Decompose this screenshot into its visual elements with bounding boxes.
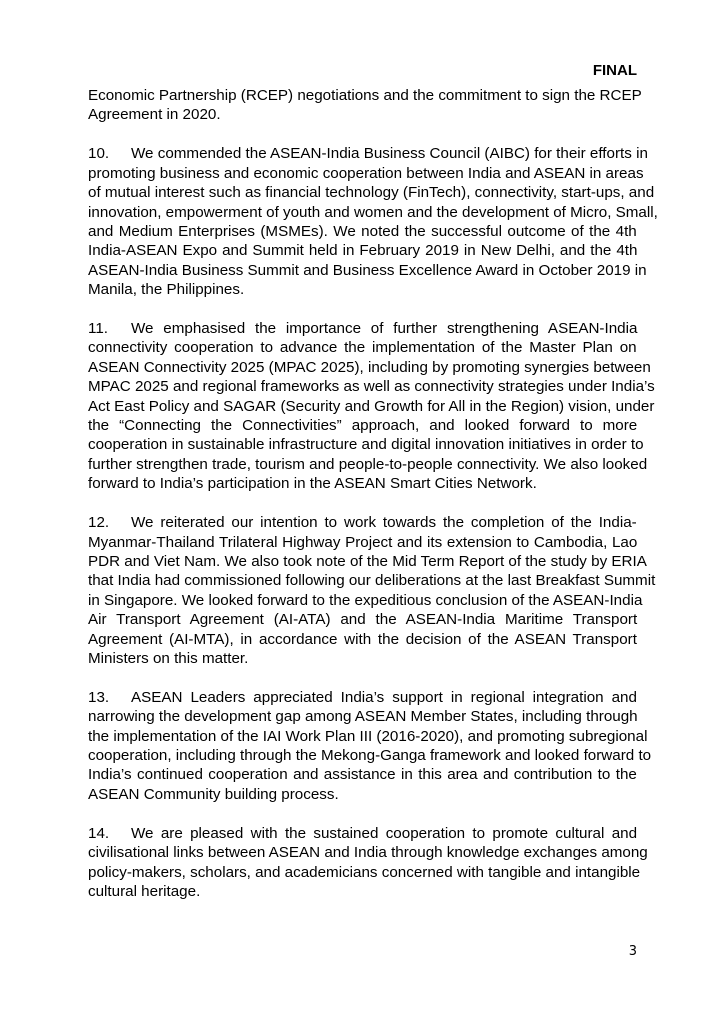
text-line (88, 241, 637, 260)
line-text: India’s continued cooperation and assistance in this area and contribution to the (88, 766, 637, 784)
line-text: and Medium Enterprises (MSMEs). We noted the successful outcome of the 4th (88, 222, 637, 240)
text-line (88, 785, 637, 804)
text-line (88, 319, 637, 338)
line-text: cooperation, including through the Mekong-Ganga framework and looked forward to (88, 747, 652, 765)
line-text: We are pleased with the sustained cooperation to promote cultural and (131, 824, 638, 842)
text-line (88, 261, 647, 280)
line-text: Act East Policy and SAGAR (Security and Growth for All in the Region) vision, under (88, 397, 655, 415)
line-text: ASEAN Connectivity 2025 (MPAC 2025), including by promoting synergies between (88, 358, 651, 376)
text-line (88, 591, 643, 610)
paragraph-14 (88, 824, 648, 902)
text-line (88, 571, 656, 590)
line-text: the “Connecting the Connectivities” approach, and looked forward to more (88, 417, 638, 435)
line-text: India-ASEAN Expo and Summit held in February 2019 in New Delhi, and the 4th (88, 242, 638, 260)
line-text: policy-makers, scholars, and academicians concerned with tangible and intangible (88, 863, 641, 881)
line-text: Ministers on this matter. (88, 649, 249, 667)
page-number: 3 (628, 944, 637, 959)
text-line (88, 533, 637, 552)
paragraph-continued (88, 86, 642, 125)
text-line (88, 164, 644, 183)
line-text: forward to India’s participation in the ASEAN Smart Cities Network. (88, 475, 537, 493)
line-text: that India had commissioned following our deliberations at the last Breakfast Summit (88, 572, 656, 590)
line-text: cooperation in sustainable infrastructure and digital innovation initiatives in order to (88, 436, 644, 454)
text-line (88, 280, 637, 299)
text-line (88, 377, 655, 396)
text-line (88, 416, 637, 435)
text-line (88, 338, 637, 357)
text-line (88, 843, 648, 862)
text-line (88, 513, 637, 532)
paragraph-13 (88, 688, 652, 804)
line-text: Agreement in 2020. (88, 106, 221, 124)
line-text: connectivity cooperation to advance the implementation of the Master Plan on (88, 339, 637, 357)
line-text: Economic Partnership (RCEP) negotiations and the commitment to sign the RCEP (88, 87, 642, 104)
line-text: ASEAN Community building process. (88, 785, 339, 803)
paragraph-number: 10. (88, 145, 110, 163)
text-line (88, 435, 644, 454)
text-line (88, 630, 637, 649)
paragraph-number: 12. (88, 514, 110, 532)
line-text: narrowing the development gap among ASEAN Member States, including through (88, 708, 638, 726)
paragraph-number: 13. (88, 688, 110, 706)
line-text: of mutual interest such as financial technology (FinTech), connectivity, start-ups, and (88, 184, 655, 202)
document-body (88, 86, 658, 921)
line-text: We reiterated our intention to work towards the completion of the India- (131, 514, 637, 532)
line-text: civilisational links between ASEAN and India through knowledge exchanges among (88, 844, 648, 862)
text-line (88, 86, 642, 105)
text-line (88, 863, 641, 882)
line-text: We commended the ASEAN-India Business Council (AIBC) for their efforts in (131, 145, 648, 163)
text-line (88, 358, 651, 377)
text-line (88, 707, 637, 726)
line-text: Air Transport Agreement (AI-ATA) and the ASEAN-India Maritime Transport (88, 611, 638, 629)
text-line (88, 474, 637, 493)
text-line (88, 144, 648, 163)
text-line (88, 105, 637, 124)
text-line (88, 746, 652, 765)
line-text: MPAC 2025 and regional frameworks as well as connectivity strategies under India’s (88, 378, 655, 396)
line-text: innovation, empowerment of youth and women and the development of Micro, Small, (88, 203, 658, 221)
text-line (88, 183, 655, 202)
line-text: Manila, the Philippines. (88, 281, 245, 299)
line-text: cultural heritage. (88, 883, 201, 901)
paragraph-12 (88, 513, 656, 668)
text-line (88, 688, 637, 707)
text-line (88, 727, 648, 746)
line-text: ASEAN-India Business Summit and Business Excellence Award in October 2019 in (88, 261, 647, 279)
text-line (88, 222, 637, 241)
line-text: in Singapore. We looked forward to the expeditious conclusion of the ASEAN-India (88, 591, 643, 609)
line-text: ASEAN Leaders appreciated India’s support in regional integration and (131, 688, 637, 706)
text-line (88, 552, 647, 571)
text-line (88, 455, 648, 474)
line-text: the implementation of the IAI Work Plan III (2016-2020), and promoting subregional (88, 727, 648, 745)
line-text: PDR and Viet Nam. We also took note of the Mid Term Report of the study by ERIA (88, 552, 647, 570)
text-line (88, 824, 637, 843)
final-status-label: FINAL (592, 62, 637, 79)
paragraph-11 (88, 319, 655, 494)
text-line (88, 610, 637, 629)
paragraph-number: 11. (88, 320, 108, 338)
text-line (88, 397, 655, 416)
text-line (88, 765, 637, 784)
text-line (88, 882, 637, 901)
text-line (88, 203, 658, 222)
line-text: promoting business and economic cooperation between India and ASEAN in areas (88, 164, 644, 182)
paragraph-number: 14. (88, 824, 110, 842)
line-text: We emphasised the importance of further strengthening ASEAN-India (131, 320, 638, 338)
text-line (88, 649, 637, 668)
line-text: Myanmar-Thailand Trilateral Highway Project and its extension to Cambodia, Lao (88, 533, 638, 551)
line-text: Agreement (AI-MTA), in accordance with the decision of the ASEAN Transport (88, 630, 637, 648)
line-text: further strengthen trade, tourism and people-to-people connectivity. We also looked (88, 455, 648, 473)
paragraph-10 (88, 144, 658, 299)
